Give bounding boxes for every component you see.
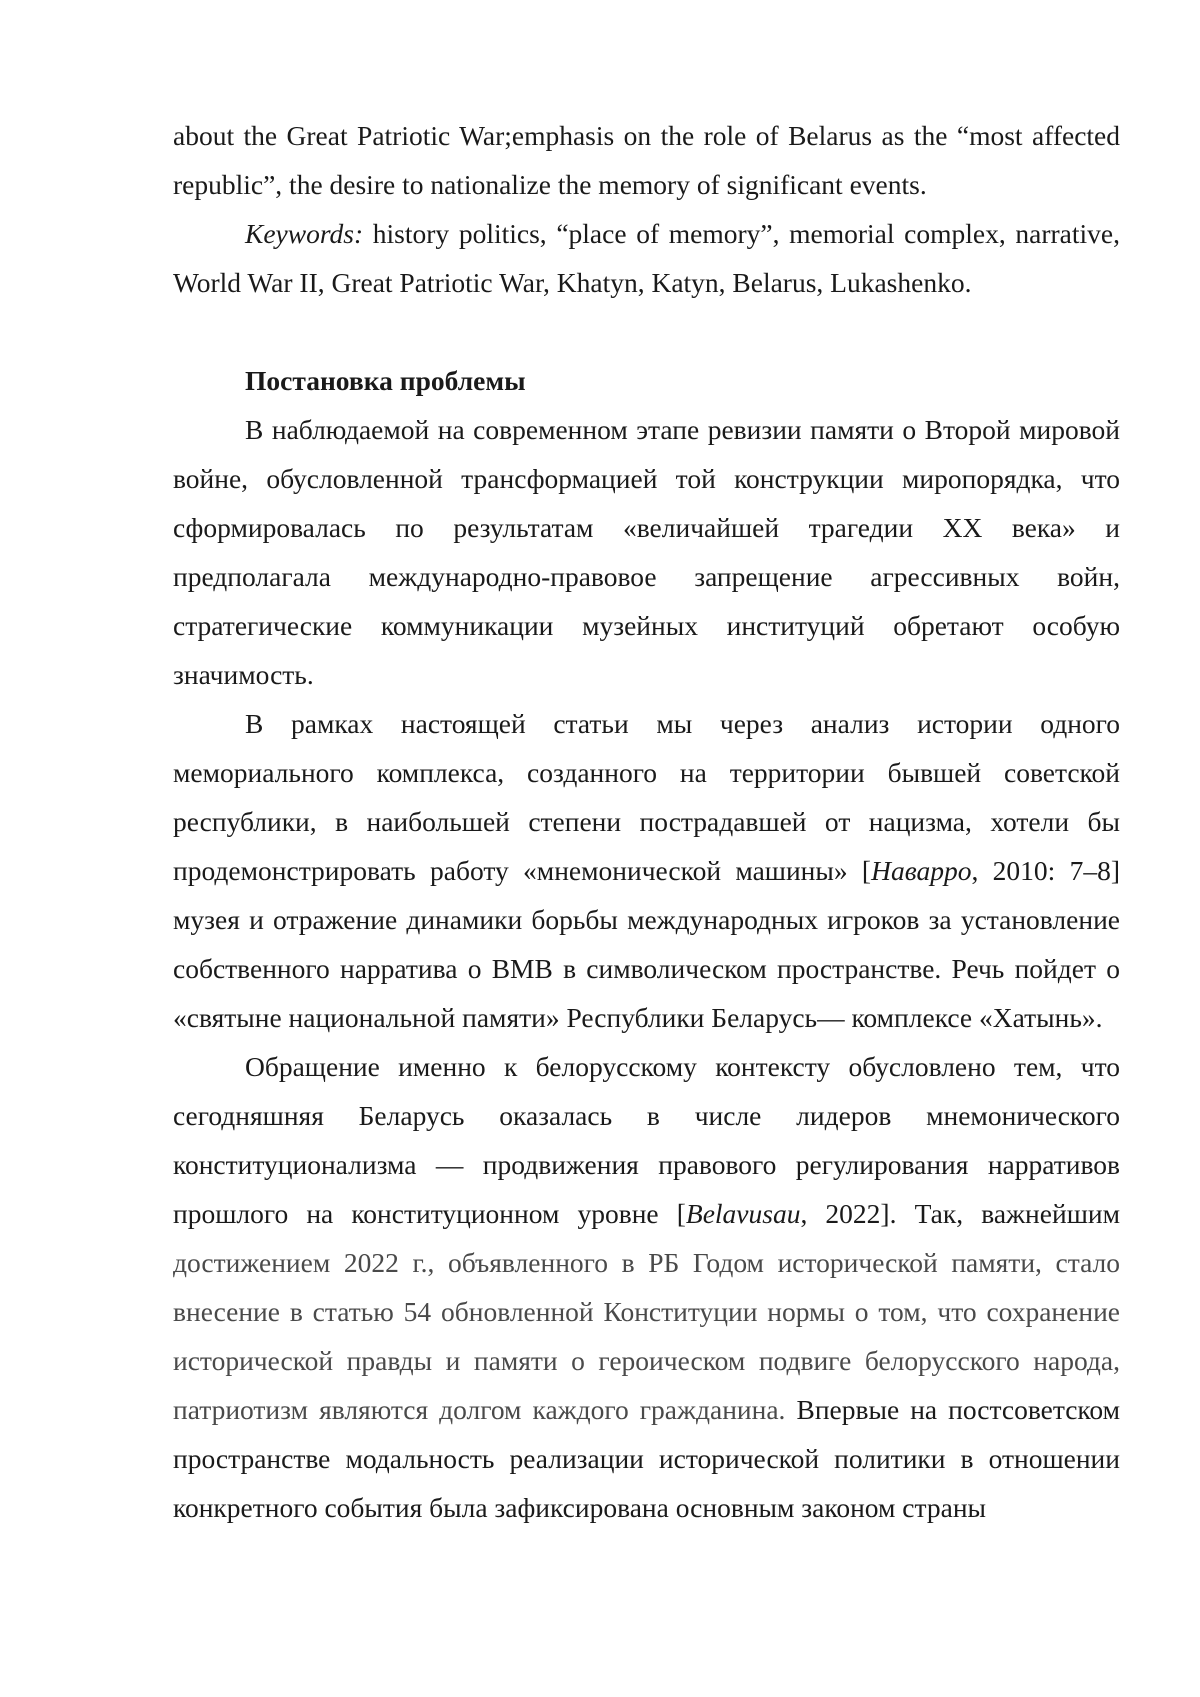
paragraph-3-part-c: Впервые на постсоветском пространстве модальность реализации исторической политики в отношении конкретного события была зафиксирована основным законом страны [173, 1394, 1120, 1523]
paragraph-3-part-b: , 2022]. Так, важнейшим [800, 1198, 1120, 1229]
keywords-label: Keywords: [245, 218, 363, 249]
paragraph-3-part-a: Обращение именно к белорусскому контексту обусловлено тем, что сегодняшняя Беларусь оказалась в числе лидеров мнемонического конституционализма — продвижения правового регулирования нарративов прошлого на конституционном уровне [ [173, 1051, 1120, 1229]
paragraph-1: В наблюдаемой на современном этапе ревизии памяти о Второй мировой войне, обусловленной трансформацией той конструкции миропорядка, что сформировалась по результатам «величайшей трагедии XX века» и предполагала международно-правовое запрещение агрессивных войн, стратегические коммуникации музейных институций обретают особую значимость. [173, 405, 1120, 699]
paragraph-2-part-a: В рамках настоящей статьи мы через анализ истории одного мемориального комплекса, созданного на территории бывшей советской республики, в наибольшей степени пострадавшей от нацизма, хотели бы продемонстрировать работу «мнемонической машины» [ [173, 708, 1120, 886]
keywords-text: history politics, “place of memory”, memorial complex, narrative, World War II, Great Patriotic War, Khatyn, Katyn, Belarus, Lukashenko. [173, 218, 1120, 298]
abstract-tail-text: about the Great Patriotic War;emphasis on the role of Belarus as the “most affected republic”, the desire to nationalize the memory of significant events. [173, 120, 1120, 200]
paragraph-3 [173, 1042, 1120, 1532]
paragraph-2-part-b: , 2010: 7–8] музея и отражение динамики борьбы международных игроков за установление собственного нарратива о ВМВ в символическом пространстве. Речь пойдет о «святыне национальной памяти» Республики Беларусь— комплексе «Хатынь». [173, 855, 1120, 1033]
abstract-tail [173, 111, 1120, 209]
keywords-line [173, 209, 1120, 307]
section-heading: Постановка проблемы [173, 356, 1120, 405]
paragraph-3-grey-span: достижением 2022 г., объявленного в РБ Годом исторической памяти, стало внесение в статью 54 обновленной Конституции нормы о том, что сохранение исторической правды и памяти о героическом подвиге белорусского народа, патриотизм являются долгом каждого гражданина. [173, 1247, 1120, 1425]
citation-belavusau: Belavusau [686, 1198, 801, 1229]
document-page [0, 0, 1200, 1697]
body-text [173, 111, 1120, 1532]
paragraph-2 [173, 699, 1120, 1042]
citation-navarro: Наварро [871, 855, 971, 886]
